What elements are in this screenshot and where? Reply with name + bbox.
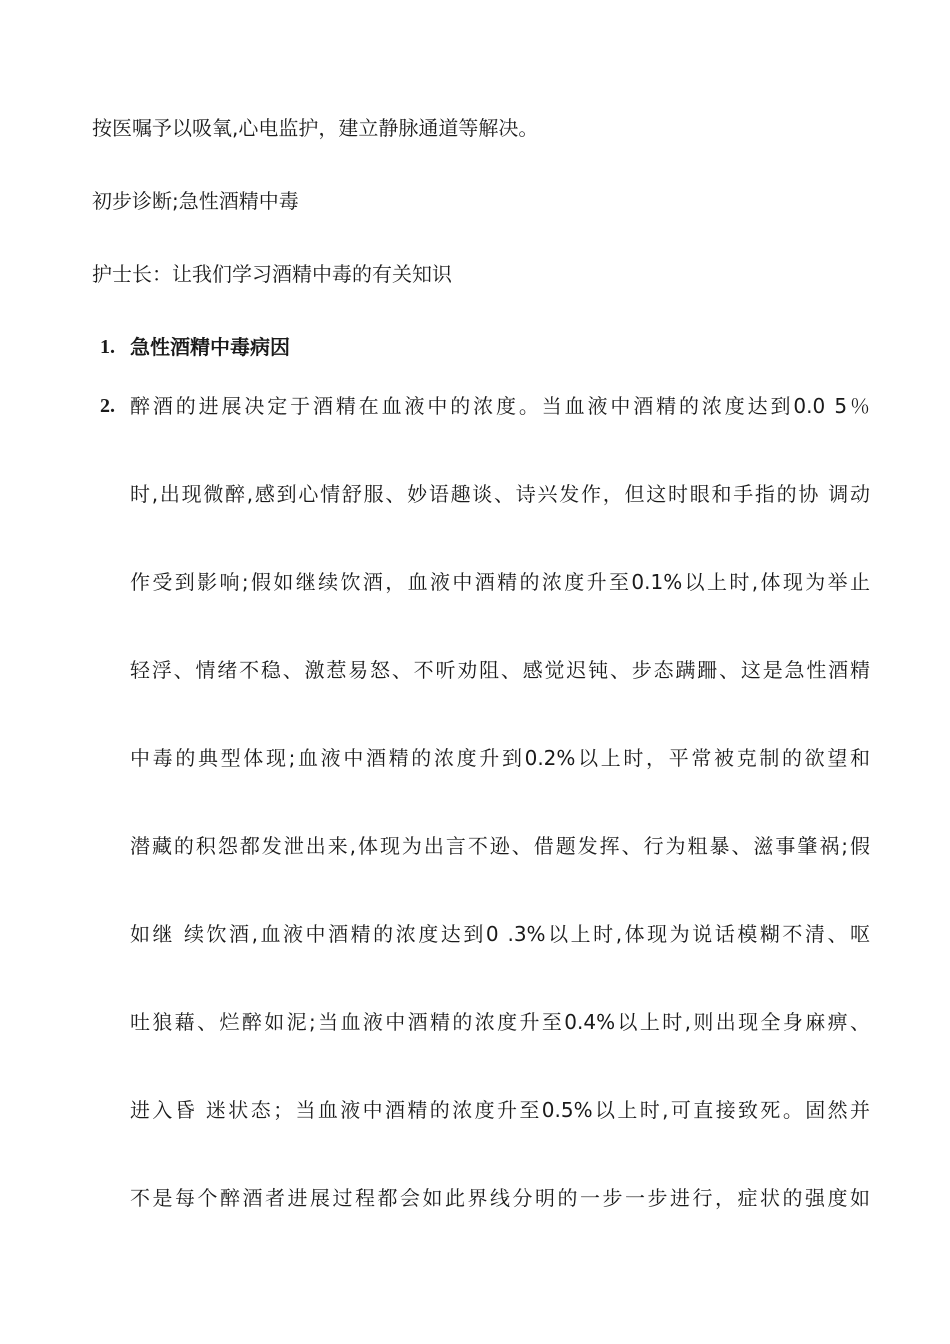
body-line: 时,出现微醉,感到心情舒服、妙语趣谈、诗兴发作，但这时眼和手指的协 调动 (130, 482, 870, 506)
paragraph-head-nurse: 护士长：让我们学习酒精中毒的有关知识 (92, 262, 452, 286)
body-line: 中毒的典型体现;血液中酒精的浓度升到0.2%以上时，平常被克制的欲望和 (130, 746, 870, 770)
body-line: 轻浮、情绪不稳、激惹易怒、不听劝阻、感觉迟钝、步态蹒跚、这是急性酒精 (130, 658, 870, 682)
body-line: 如继 续饮酒,血液中酒精的浓度达到0 .3%以上时,体现为说话模糊不清、呕 (130, 922, 870, 946)
body-line: 吐狼藉、烂醉如泥;当血液中酒精的浓度升至0.4%以上时,则出现全身麻痹、 (130, 1010, 870, 1034)
paragraph-treatment: 按医嘱予以吸氧,心电监护，建立静脉通道等解决。 (92, 116, 539, 140)
list-item-heading: 急性酒精中毒病因 (130, 335, 290, 359)
body-line: 醉酒的进展决定于酒精在血液中的浓度。当血液中酒精的浓度达到0.0 5％ (130, 394, 870, 418)
list-item-number: 2. (100, 395, 115, 417)
body-line: 进入昏 迷状态；当血液中酒精的浓度升至0.5%以上时,可直接致死。固然并 (130, 1098, 870, 1122)
body-line: 潜藏的积怨都发泄出来,体现为出言不逊、借题发挥、行为粗暴、滋事肇祸;假 (130, 834, 870, 858)
paragraph-diagnosis: 初步诊断;急性酒精中毒 (92, 189, 299, 213)
body-line: 作受到影响;假如继续饮酒，血液中酒精的浓度升至0.1%以上时,体现为举止 (130, 570, 870, 594)
body-line: 不是每个醉酒者进展过程都会如此界线分明的一步一步进行，症状的强度如 (130, 1186, 870, 1210)
list-item-body (130, 362, 870, 1242)
list-item-number: 1. (100, 336, 115, 358)
